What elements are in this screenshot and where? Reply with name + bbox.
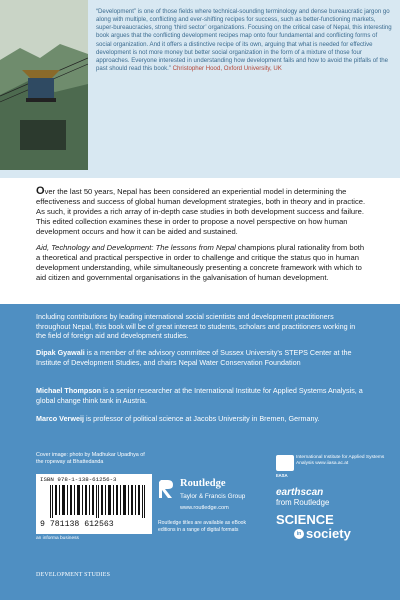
description-paragraph-1 [36, 186, 368, 237]
publisher-url: www.routledge.com [180, 505, 229, 511]
in-badge: in [294, 529, 304, 539]
publisher-name: Routledge [180, 478, 226, 489]
drop-cap: O [36, 185, 45, 197]
barcode-bars [50, 485, 146, 518]
editor-bio [36, 386, 366, 405]
ebook-note: Routledge titles are available as eBook editions in a range of digital formats [158, 520, 247, 533]
cover-credit: Cover image: photo by Madhukar Upadhya of the ropeway at Bhattedanda [36, 452, 145, 465]
earthscan-sub: from Routledge [276, 498, 330, 507]
science-in-society-logo [276, 512, 362, 542]
quote-text: “Development” is one of those fields where technical-sounding terminology and dense bureaucratic jargon go along with multiple, conflicting and ever-shifting recipes for success, such as better-functioning markets, super-bureaucracies, strong ‘third sector’ organizations. Focusing on the critical case of Nepal, this interesting book argues that the conflicting development recipes map onto four fundamental and conflicting forms of social organization. And it offers a distinctive recipe of its own, arguing that what is needed for effective development is not more money but better social organization in the form of a mixture of those four approaches. Everyone interested in understanding how development fails and how to avoid the pitfalls of the past should read this book.” [96, 8, 392, 73]
earthscan-logo: earthscan [276, 487, 324, 498]
barcode [36, 474, 152, 534]
description-paragraph-2 [36, 243, 368, 283]
isbn-number: 9 781138 612563 [40, 520, 114, 529]
book-title: Aid, Technology and Development: The lessons from Nepal [36, 243, 236, 252]
series-label: DEVELOPMENT STUDIES [36, 572, 111, 578]
iiasa-text: International Institute for Applied Systems Analysis www.iiasa.ac.at [296, 455, 385, 466]
editor-name: Michael Thompson [36, 386, 102, 395]
editor-bio-text: is professor of political science at Jacobs University in Bremen, Germany. [83, 414, 320, 423]
editor-bio [36, 414, 366, 424]
editor-name: Dipak Gyawali [36, 348, 85, 357]
routledge-logo-icon [158, 478, 176, 500]
editor-bio-text: is a member of the advisory committee of Sussex University’s STEPS Center at the Institute of Development Studies, and chairs Nepal Water Conservation Foundation [36, 348, 352, 367]
society-word: society [306, 526, 351, 541]
endorsement-quote [96, 8, 392, 73]
science-word: SCIENCE [276, 512, 334, 527]
editor-bio [36, 348, 366, 367]
contributors-intro: Including contributions by leading international social scientists and development practitioners throughout Nepal, this book will be of great interest to students, scholars and practitioners working in the field of foreign aid and development studies. [36, 312, 356, 341]
paragraph-2-text: champions plural rationality from both a theoretical and practical perspective in order to challenge and critique the status quo in human development understanding, while simultaneously presenting a concrete framework with which to aid citizen and governmental organisations in the galvanisation of human development. [36, 243, 365, 282]
iiasa-logo-icon [276, 455, 294, 471]
editor-name: Marco Verweij [36, 414, 84, 423]
publisher-group: Taylor & Francis Group [180, 493, 246, 500]
isbn-label: ISBN 978-1-138-61256-3 [40, 476, 117, 483]
informa-tagline: an informa business [36, 536, 79, 541]
cover-photo [0, 0, 88, 170]
iiasa-label: IIASA [276, 473, 288, 478]
editor-bio-text: is a senior researcher at the International Institute for Applied Systems Analysis, a global change think tank in Austria. [36, 386, 363, 405]
paragraph-1-text: ver the last 50 years, Nepal has been considered an experiential model in determining the effectiveness and success of global human development strategies, both in theory and in practice. As such, it provides a rich array of in-depth case studies in both development success and failure. This edited collection examines these in order to propose a novel perspective on how human development occurs and how it can be aided and sustained. [36, 187, 366, 236]
quote-attribution: Christopher Hood, Oxford University, UK [172, 65, 282, 73]
